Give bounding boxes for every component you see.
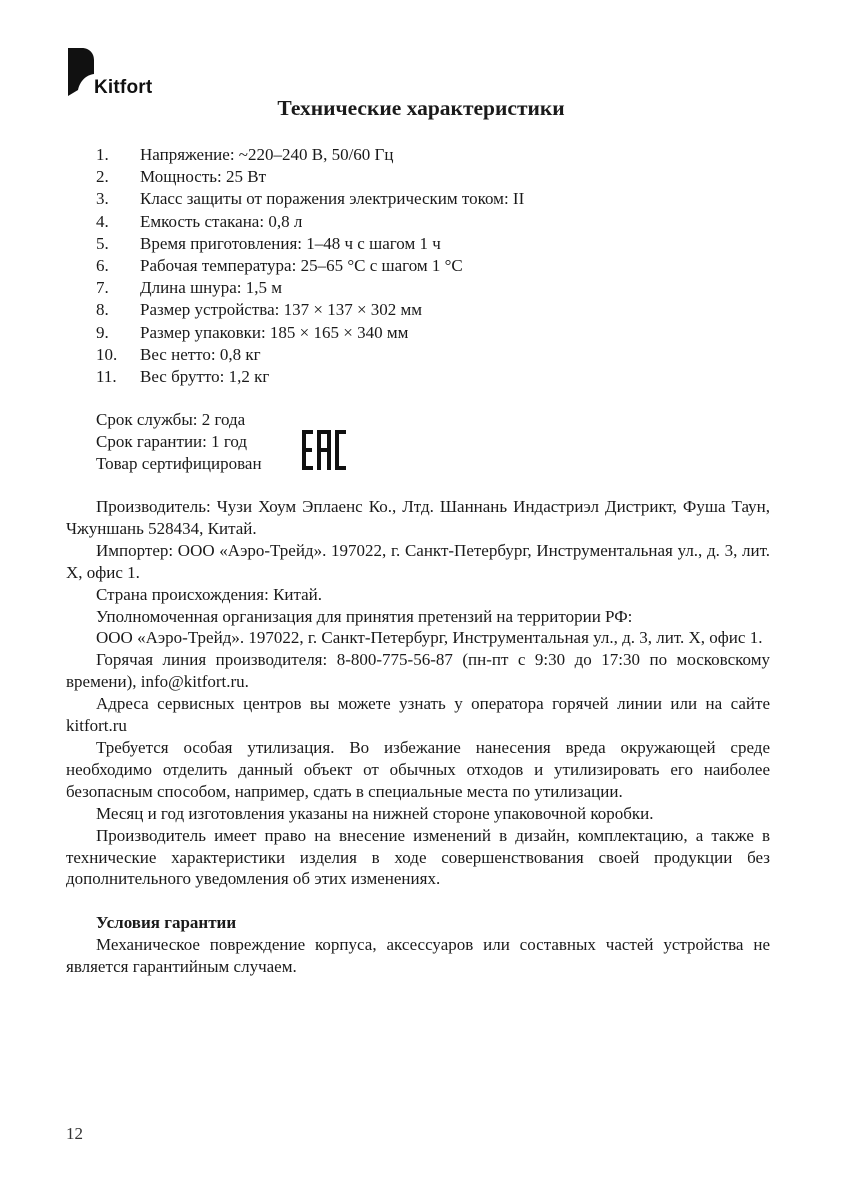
spec-item — [96, 144, 524, 166]
service-life: Срок службы: 2 года — [96, 410, 246, 429]
manufacture-date-paragraph: Месяц и год изготовления указаны на нижней стороне упаковочной коробки. — [96, 803, 654, 823]
spec-number: 10. — [96, 344, 118, 364]
page-number: 12 — [66, 1124, 83, 1143]
certified-note: Товар сертифицирован — [96, 454, 262, 474]
authorized-org-paragraph: Уполномоченная организация для принятия претензий на территории РФ: — [96, 606, 633, 626]
spec-item — [96, 299, 524, 321]
spec-number: 4. — [96, 211, 109, 231]
service-info — [96, 409, 262, 476]
hotline-paragraph: Горячая линия производителя: 8-800-775-56-87 (пн-пт с 9:30 до 17:30 по московскому времени), info@kitfort.ru. — [66, 650, 770, 692]
spec-text: Напряжение: ~220–240 В, 50/60 Гц — [140, 145, 394, 164]
spec-item — [96, 188, 524, 210]
spec-text: Длина шнура: 1,5 м — [140, 278, 283, 298]
warranty-period: Срок гарантии: 1 год — [96, 432, 248, 452]
spec-text: Рабочая температура: 25–65 °С с шагом 1 °С — [140, 256, 463, 276]
spec-item — [96, 166, 524, 188]
changes-paragraph: Производитель имеет право на внесение изменений в дизайн, комплектацию, а также в технические характеристики изделия в ходе совершенствования своей продукции без дополнительного уведомления об этих изменениях. — [66, 825, 770, 889]
importer-paragraph: Импортер: ООО «Аэро-Трейд». 197022, г. Санкт-Петербург, Инструментальная ул., д. 3, лит. Х, офис 1. — [66, 540, 770, 582]
spec-number: 6. — [96, 256, 109, 276]
spec-text: Размер упаковки: 185 × 165 × 340 мм — [140, 322, 409, 342]
spec-number: 8. — [96, 300, 109, 320]
document-body — [66, 496, 770, 978]
spec-item — [96, 366, 524, 388]
spec-text: Время приготовления: 1–48 ч с шагом 1 ч — [140, 233, 441, 253]
spec-text: Мощность: 25 Вт — [140, 167, 267, 187]
brand-name: Kitfort — [94, 77, 153, 98]
eac-certification-mark-icon — [302, 430, 346, 470]
warranty-heading: Условия гарантии — [96, 913, 237, 933]
manufacturer-paragraph: Производитель: Чузи Хоум Эплаенс Ко., Лтд. Шаннань Индастриэл Дистрикт, Фуша Таун, Чжуншань 528434, Китай. — [66, 497, 770, 538]
kitfort-logo — [68, 48, 178, 100]
spec-number: 11. — [96, 367, 117, 387]
spec-number: 7. — [96, 278, 109, 298]
spec-text: Емкость стакана: 0,8 л — [140, 211, 303, 231]
spec-item — [96, 255, 524, 277]
warranty-text: Механическое повреждение корпуса, аксессуаров или составных частей устройства не является гарантийным случаем. — [66, 935, 770, 977]
spec-item — [96, 344, 524, 366]
spec-text: Вес брутто: 1,2 кг — [140, 367, 270, 387]
spec-number: 3. — [96, 189, 109, 209]
kitfort-k-logo-icon — [68, 48, 94, 100]
spec-list — [96, 144, 524, 388]
origin-paragraph: Страна происхождения: Китай. — [96, 584, 323, 604]
spec-number: 5. — [96, 233, 109, 253]
spec-text: Вес нетто: 0,8 кг — [140, 344, 261, 364]
disposal-paragraph: Требуется особая утилизация. Во избежание нанесения вреда окружающей среде необходимо отделить данный объект от обычных отходов и утилизировать его наиболее безопасным способом, например, сдать в специальные места по утилизации. — [66, 737, 770, 801]
spec-item — [96, 277, 524, 299]
spec-number: 1. — [96, 145, 109, 164]
spec-text: Класс защиты от поражения электрическим током: II — [140, 189, 525, 209]
spec-number: 2. — [96, 167, 109, 187]
spec-number: 9. — [96, 322, 109, 342]
service-centers-paragraph: Адреса сервисных центров вы можете узнать у оператора горячей линии или на сайте kitfort.ru — [66, 694, 770, 736]
authorized-org-address: ООО «Аэро-Трейд». 197022, г. Санкт-Петербург, Инструментальная ул., д. 3, лит. Х, офис 1. — [96, 628, 763, 648]
page-title: Технические характеристики — [277, 96, 565, 120]
spec-item — [96, 322, 524, 344]
spec-item — [96, 233, 524, 255]
spec-item — [96, 211, 524, 233]
spec-text: Размер устройства: 137 × 137 × 302 мм — [140, 300, 423, 320]
